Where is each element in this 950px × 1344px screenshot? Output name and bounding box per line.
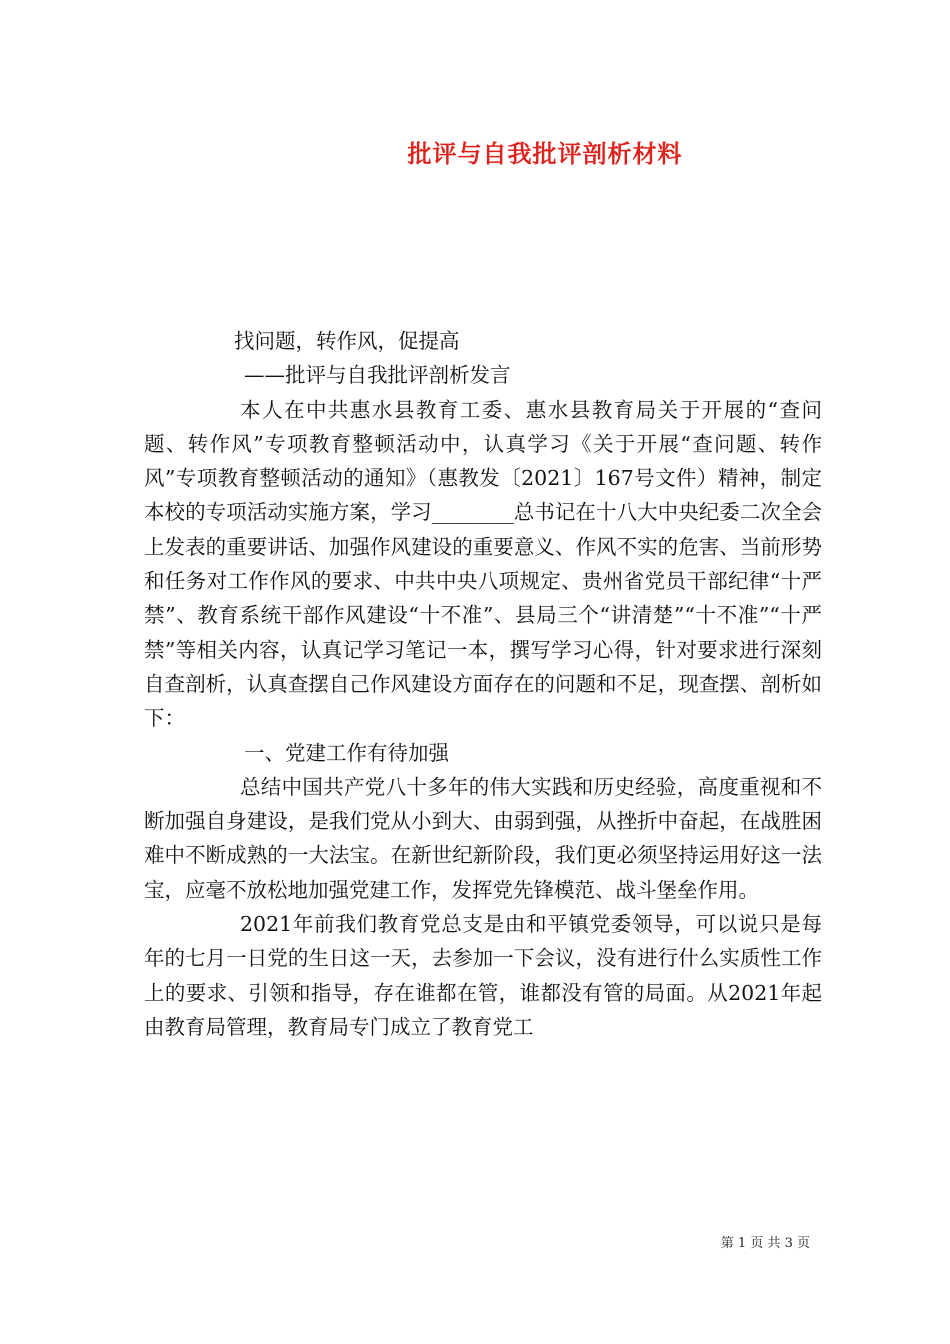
paragraph-party-building: 总结中国共产党八十多年的伟大实践和历史经验，高度重视和不断加强自身建设，是我们党从小到大、由弱到强，从挫折中奋起，在战胜困难中不断成熟的一大法宝。在新世纪新阶段，我们更必须坚持运用好这一法宝，应毫不放松地加强党建工作，发挥党先锋模范、战斗堡垒作用。 — [144, 774, 822, 902]
document-body — [144, 324, 822, 1044]
paragraph-intro: 本人在中共惠水县教育工委、惠水县教育局关于开展的“查问题、转作风”专项教育整顿活动中，认真学习《关于开展“查问题、转作风”专项教育整顿活动的通知》（惠教发〔2021〕167号文件）精神，制定本校的专项活动实施方案，学习________总书记在十八大中央纪委二次全会上发表的重要讲话、加强作风建设的重要意义、作风不实的危害、当前形势和任务对工作作风的要求、中共中央八项规定、贵州省党员干部纪律“十严禁”、教育系统干部作风建设“十不准”、县局三个“讲清楚”“十不准”“十严禁”等相关内容，认真记学习笔记一本，撰写学习心得，针对要求进行深刻自查剖析，认真查摆自己作风建设方面存在的问题和不足，现查摆、剖析如下： — [144, 397, 822, 731]
subtitle-line-2: ——批评与自我批评剖析发言 — [244, 363, 511, 388]
document-title: 批评与自我批评剖析材料 — [407, 139, 683, 168]
paragraph-history: 2021年前我们教育党总支是由和平镇党委领导，可以说只是每年的七月一日党的生日这一天，去参加一下会议，没有进行什么实质性工作上的要求、引领和指导，存在谁都在管，谁都没有管的局面。从2021年起由教育局管理，教育局专门成立了教育党工 — [144, 912, 822, 1039]
section-heading: 一、党建工作有待加强 — [244, 740, 449, 765]
subtitle-line-1: 找问题，转作风，促提高 — [234, 329, 460, 353]
page-number-footer: 第 1 页 共 3 页 — [720, 1236, 810, 1251]
